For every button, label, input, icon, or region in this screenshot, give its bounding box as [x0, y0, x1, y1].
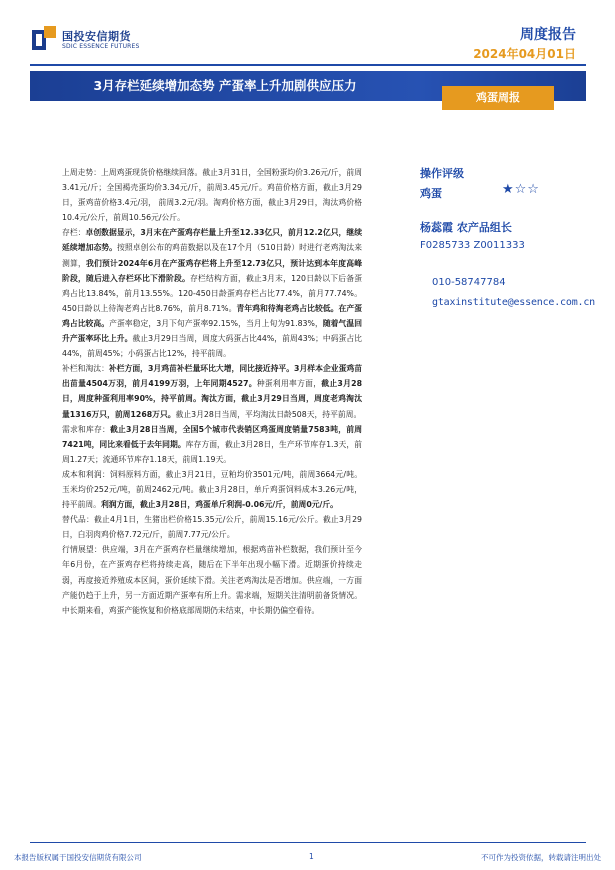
paragraph-inventory: 存栏：卓创数据显示，3月末在产蛋鸡存栏量上升至12.33亿只，前月12.2亿只，继续延续增加态势。按照卓创公布的鸡苗数据以及在17个月（510日龄）时进行老鸡淘汰来测算，我们预计2024年6月在产蛋鸡存栏将上升至12.73亿只，预计达到本年度高峰阶段，随后进入存栏环比下滑阶段。存栏结构方面，截止3月末，120日龄以下后备蛋鸡占比13.84%，前月13.55%。120-450日龄蛋鸡存栏占比77.4%，前月77.74%。450日龄以上待淘老鸡占比8.76%，前月8.71%。青年鸡和待淘老鸡占比较低。在产蛋鸡占比较高。产蛋率稳定，3月下旬产蛋率92.15%，当月上旬为91.83%，随着气温回升产蛋率环比上升。截止3月29日当周，周度大码蛋占比44%，前周43%；中码蛋占比44%，前周45%；小码蛋占比12%，持平前周。 [62, 228, 363, 359]
footer-disclaimer: 不可作为投资依据，转载请注明出处 [481, 853, 601, 862]
company-name-en: SDIC ESSENCE FUTURES [62, 43, 140, 50]
paragraph-restock-cull: 补栏和淘汰：补栏方面，3月鸡苗补栏量环比大增，同比接近持平。3月样本企业蛋鸡苗出苗量4504万羽，前月4199万羽，上年同期4527。种蛋利用率方面，截止3月28日，周度种蛋利用率90%，持平前周。淘汰方面，截止3月29日当周，周度老鸡淘汰量1316万只，前周1268万只。截止3月28日当周，平均淘汰日龄508天，持平前周。 [62, 364, 362, 419]
rating-title: 操作评级 [420, 167, 464, 180]
analyst-certificate: F0285733 Z0011333 [420, 240, 525, 251]
paragraph-outlook: 行情展望：供应端，3月在产蛋鸡存栏量继续增加，根据鸡苗补栏数据，我们预计至今年6月份，在产蛋鸡存栏将持续走高，随后在下半年出现小幅下滑。近期蛋价持续走弱，再度接近养殖成本区间，蛋价延续下滑。关注老鸡淘汰是否增加。供应端，一方面产能仍趋于上升，另一方面近期产蛋率有所上升。需求端，短期关注清明前备货情况。中长期来看，鸡蛋产能恢复和价格底部周期仍未结束，中长期仍偏空看待。 [62, 545, 362, 615]
page-number: 1 [309, 852, 314, 861]
contact-email[interactable]: gtaxinstitute@essence.com.cn [432, 297, 595, 308]
paragraph-substitutes: 替代品：截止4月1日，生猪出栏价格15.35元/公斤，前周15.16元/公斤。截止3月29日，白羽肉鸡价格7.72元/斤，前周7.77元/公斤。 [62, 515, 362, 540]
report-date: 2024年04月01日 [473, 47, 576, 61]
report-title: 3月存栏延续增加态势 产蛋率上升加剧供应压力 [93, 78, 357, 93]
footer-copyright: 本报告版权属于国投安信期货有限公司 [14, 853, 142, 862]
company-logo [32, 26, 142, 54]
paragraph-cost-profit: 成本和利润：饲料原料方面，截止3月21日，豆粕均价3501元/吨，前周3664元/吨。玉米均价252元/吨，前周2462元/吨。截止3月28日，单斤鸡蛋饲料成本3.26元/吨，持平前周。利润方面，截止3月28日，鸡蛋单斤利润-0.06元/斤，前周0元/斤。 [62, 469, 362, 510]
analyst-name: 杨蕊霞 农产品组长 [420, 221, 512, 234]
report-type: 周度报告 [520, 27, 576, 43]
footer-divider [30, 842, 586, 843]
contact-phone: 010-58747784 [432, 277, 506, 288]
rating-item: 鸡蛋 [420, 187, 442, 200]
report-header [0, 0, 615, 80]
rating-stars-icon: ★☆☆ [502, 182, 540, 197]
report-tag: 鸡蛋周报 [442, 86, 554, 110]
paragraph-demand-stock: 需求和库存：截止3月28日当周，全国5个城市代表销区鸡蛋周度销量7583吨，前周7421吨，同比来看低于去年同期。库存方面，截止3月28日，生产环节库存1.3天，前周1.27天；流通环节库存1.18天，前周1.19天。 [62, 424, 363, 464]
paragraph-market-review: 上周走势：上周鸡蛋现货价格继续回落。截止3月31日，全国粉蛋均价3.26元/斤，前周3.41元/斤；全国褐壳蛋均价3.34元/斤，前周3.45元/斤。鸡苗价格方面，截止3月29日，蛋鸡苗价格3.4元/羽， 前周3.2元/羽。淘鸡价格方面，截止3月29日，淘汰鸡价格10.4元/公斤，前周10.56元/公斤。 [62, 168, 362, 223]
header-divider [30, 64, 586, 66]
report-body [62, 165, 362, 618]
company-name-cn: 国投安信期货 [62, 30, 131, 43]
company-logo-icon [32, 26, 58, 52]
